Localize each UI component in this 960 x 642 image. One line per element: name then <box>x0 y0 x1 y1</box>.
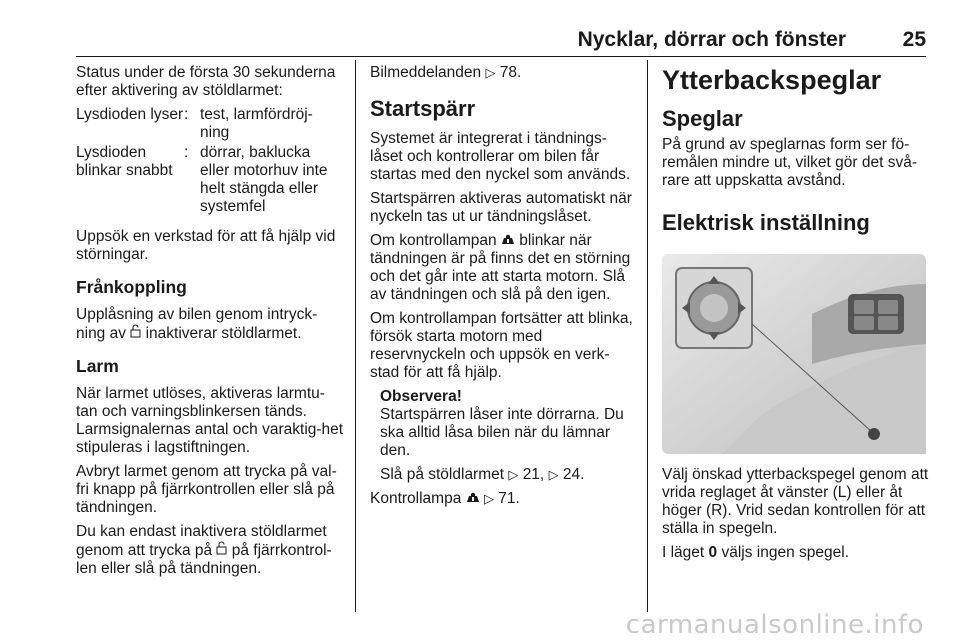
kontrollampa-page[interactable]: 71. <box>498 490 520 507</box>
startsparr-paragraph-2: Startspärren aktiveras automatiskt när nyckeln tas ut ur tändningslåset. <box>370 190 632 225</box>
bilmeddelanden-page[interactable]: 78. <box>499 64 522 81</box>
larm-paragraph-3 <box>76 523 344 578</box>
led-row <box>76 106 344 142</box>
led-def: dörrar, baklucka eller motorhuv inte helt stängda eller systemfel <box>200 144 328 215</box>
intro-text: Status under de första 30 sekunderna efter aktivering av stöldlarmet: <box>76 64 336 99</box>
triangle-right-icon: ▷ <box>508 467 519 482</box>
note-ref-page-2[interactable]: 24. <box>562 466 585 483</box>
note-ref-page-1[interactable]: 21, <box>522 466 545 483</box>
heading-startsparr: Startspärr <box>370 96 476 121</box>
led-colon: : <box>184 106 189 123</box>
startsparr-paragraph-4: Om kontrollampan fortsätter att blinka, försök starta motorn med reservnyckeln och uppsök en verk-stad för att få hjälp. <box>370 310 633 381</box>
elektrisk-paragraph-2 <box>662 544 930 562</box>
triangle-right-icon: ▷ <box>483 491 494 506</box>
heading-larm: Larm <box>76 356 119 376</box>
triangle-right-icon: ▷ <box>548 467 559 482</box>
column-3 <box>662 64 930 568</box>
unlock-icon <box>130 326 141 341</box>
led-term: Lysdioden blinkar snabbt <box>76 144 173 179</box>
sp-p3-part2: blinkar när tändningen är på finns det en störning och det går inte att starta motorn. Slå av tändningen och slå på den igen. <box>370 232 631 303</box>
speglar-text: På grund av speglarnas form ser fö-remålen mindre ut, vilket gör det svå-rare att uppskatta avstånd. <box>662 136 917 189</box>
column-1 <box>76 64 344 584</box>
heading-speglar: Speglar <box>662 106 743 131</box>
note-ref <box>380 466 634 484</box>
kontrollampa-text: Kontrollampa <box>370 490 462 507</box>
heading-frankoppling: Frånkoppling <box>76 277 187 297</box>
note-ref-text: Slå på stöldlarmet <box>380 466 505 483</box>
page-number: 25 <box>902 28 926 51</box>
column-2 <box>370 64 634 514</box>
header-rule <box>76 56 926 57</box>
el-p2-zero: 0 <box>708 544 718 561</box>
led-term: Lysdioden lyser <box>76 106 184 123</box>
larm-paragraph-1: När larmet utlöses, aktiveras larmtu-tan och varningsblinkersen tänds. Larmsignalernas antal och varaktig-het stipuleras i lagstiftningen. <box>76 385 344 456</box>
immobilizer-lamp-icon <box>501 233 515 248</box>
larm-p3-part2: på fjärrkontrol-len eller slå på tändningen. <box>76 542 332 577</box>
workshop-text: Uppsök en verkstad för att få hjälp vid störningar. <box>76 228 336 263</box>
led-status-table <box>76 106 344 216</box>
led-colon: : <box>184 144 189 161</box>
frankoppling-part1: Upplåsning av bilen genom intryck-ning av <box>76 306 318 342</box>
unlock-icon <box>216 543 227 558</box>
immobilizer-lamp-icon <box>466 491 480 506</box>
el-p2-part2: väljs ingen spegel. <box>721 544 850 561</box>
watermark: carmanualsonline.info <box>625 610 924 640</box>
larm-p3-part1: Du kan endast inaktivera stöldlarmet genom att trycka på <box>76 523 327 559</box>
bilmeddelanden-text: Bilmeddelanden <box>370 64 482 81</box>
bilmeddelanden-ref <box>370 64 634 82</box>
startsparr-paragraph-1: Systemet är integrerat i tändnings-låset och kontrollerar om bilen får startas med den nyckel som används. <box>370 130 631 183</box>
heading-ytterbackspeglar: Ytterbackspeglar <box>662 65 882 95</box>
page-title: Nycklar, dörrar och fönster <box>577 28 846 51</box>
heading-elektrisk-installning: Elektrisk inställning <box>662 210 870 235</box>
led-row <box>76 144 344 216</box>
note-title: Observera! <box>380 388 462 405</box>
mirror-control-illustration <box>662 254 926 454</box>
note-text: Startspärren låser inte dörrarna. Du ska alltid låsa bilen när du lämnar den. <box>380 406 624 459</box>
frankoppling-part2: inaktiverar stöldlarmet. <box>145 325 302 342</box>
column-divider-2 <box>647 60 648 612</box>
note-box <box>370 388 634 484</box>
kontrollampa-ref <box>370 490 634 508</box>
larm-paragraph-2: Avbryt larmet genom att trycka på val-fri knapp på fjärrkontrollen eller slå på tändningen. <box>76 463 337 516</box>
triangle-right-icon: ▷ <box>485 65 496 80</box>
column-divider-1 <box>355 60 356 612</box>
frankoppling-text <box>76 306 344 343</box>
led-def: test, larmfördröj-ning <box>200 106 313 141</box>
el-p2-part1: I läget <box>662 544 705 561</box>
sp-p3-part1: Om kontrollampan <box>370 232 497 249</box>
startsparr-paragraph-3 <box>370 232 634 304</box>
elektrisk-paragraph-1: Välj önskad ytterbackspegel genom att vrida reglaget åt vänster (L) eller åt höger (R). Vrid sedan kontrollen för att ställa in spegeln. <box>662 466 929 537</box>
